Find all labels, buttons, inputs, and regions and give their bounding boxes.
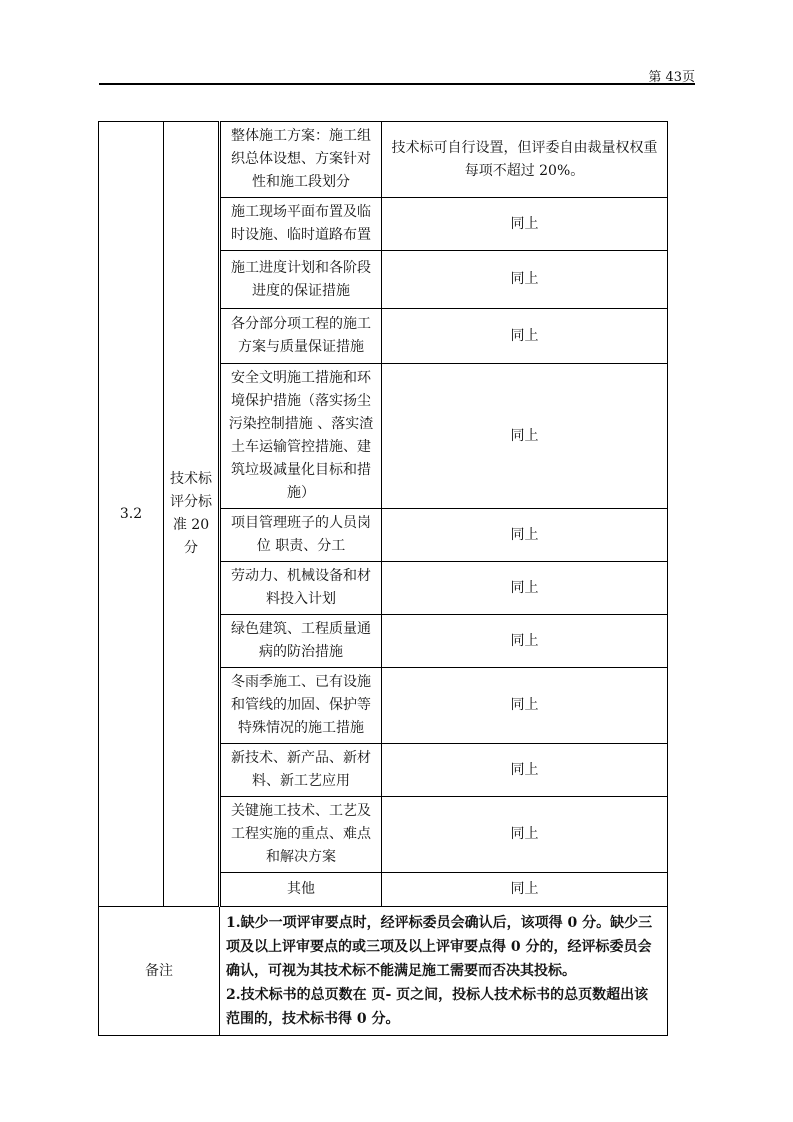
remark-1: 1.缺少一项评审要点时，经评标委员会确认后，该项得 0 分。缺少三项及以上评审要点的或三项及以上评审要点得 0 分的，经评标委员会确认，可视为其技术标不能满足施工需要而否决其投标。 [226,915,653,979]
note-cell: 同上 [382,873,668,907]
section-number: 3.2 [99,122,164,907]
table-row [99,122,668,198]
item-cell: 整体施工方案：施工组织总体设想、方案针对性和施工段划分 [220,122,382,198]
note-cell: 同上 [382,364,668,509]
remarks-label: 备注 [99,907,220,1036]
remarks-row [99,907,668,1036]
note-cell: 同上 [382,744,668,797]
item-cell: 施工现场平面布置及临时设施、临时道路布置 [220,198,382,251]
item-cell: 各分部分项工程的施工方案与质量保证措施 [220,309,382,364]
item-cell: 冬雨季施工、已有设施和管线的加固、保护等特殊情况的施工措施 [220,668,382,744]
item-cell: 新技术、新产品、新材料、新工艺应用 [220,744,382,797]
note-cell: 同上 [382,797,668,873]
item-cell: 其他 [220,873,382,907]
note-cell: 同上 [382,509,668,562]
header-rule [99,83,695,85]
note-cell: 同上 [382,615,668,668]
note-cell: 同上 [382,309,668,364]
note-cell: 同上 [382,668,668,744]
item-cell: 关键施工技术、工艺及工程实施的重点、难点和解决方案 [220,797,382,873]
note-cell: 同上 [382,251,668,309]
scoring-table [98,121,668,1036]
note-cell: 同上 [382,562,668,615]
remarks-cell [220,907,668,1036]
note-cell: 技术标可自行设置，但评委自由裁量权权重每项不超过 20%。 [382,122,668,198]
remark-2: 2.技术标书的总页数在 页- 页之间，投标人技术标书的总页数超出该范围的，技术标书得 0 分。 [226,987,649,1027]
item-cell: 绿色建筑、工程质量通病的防治措施 [220,615,382,668]
item-cell: 安全文明施工措施和环境保护措施（落实扬尘污染控制措施 、落实渣土车运输管控措施、建筑垃圾减量化目标和措施） [220,364,382,509]
category-cell [164,122,220,907]
item-cell: 劳动力、机械设备和材料投入计划 [220,562,382,615]
note-cell: 同上 [382,198,668,251]
category-label: 技术标评分标准 20 分 [170,471,212,556]
item-cell: 施工进度计划和各阶段进度的保证措施 [220,251,382,309]
item-cell: 项目管理班子的人员岗位 职责、分工 [220,509,382,562]
page-number: 第 43页 [648,70,695,85]
